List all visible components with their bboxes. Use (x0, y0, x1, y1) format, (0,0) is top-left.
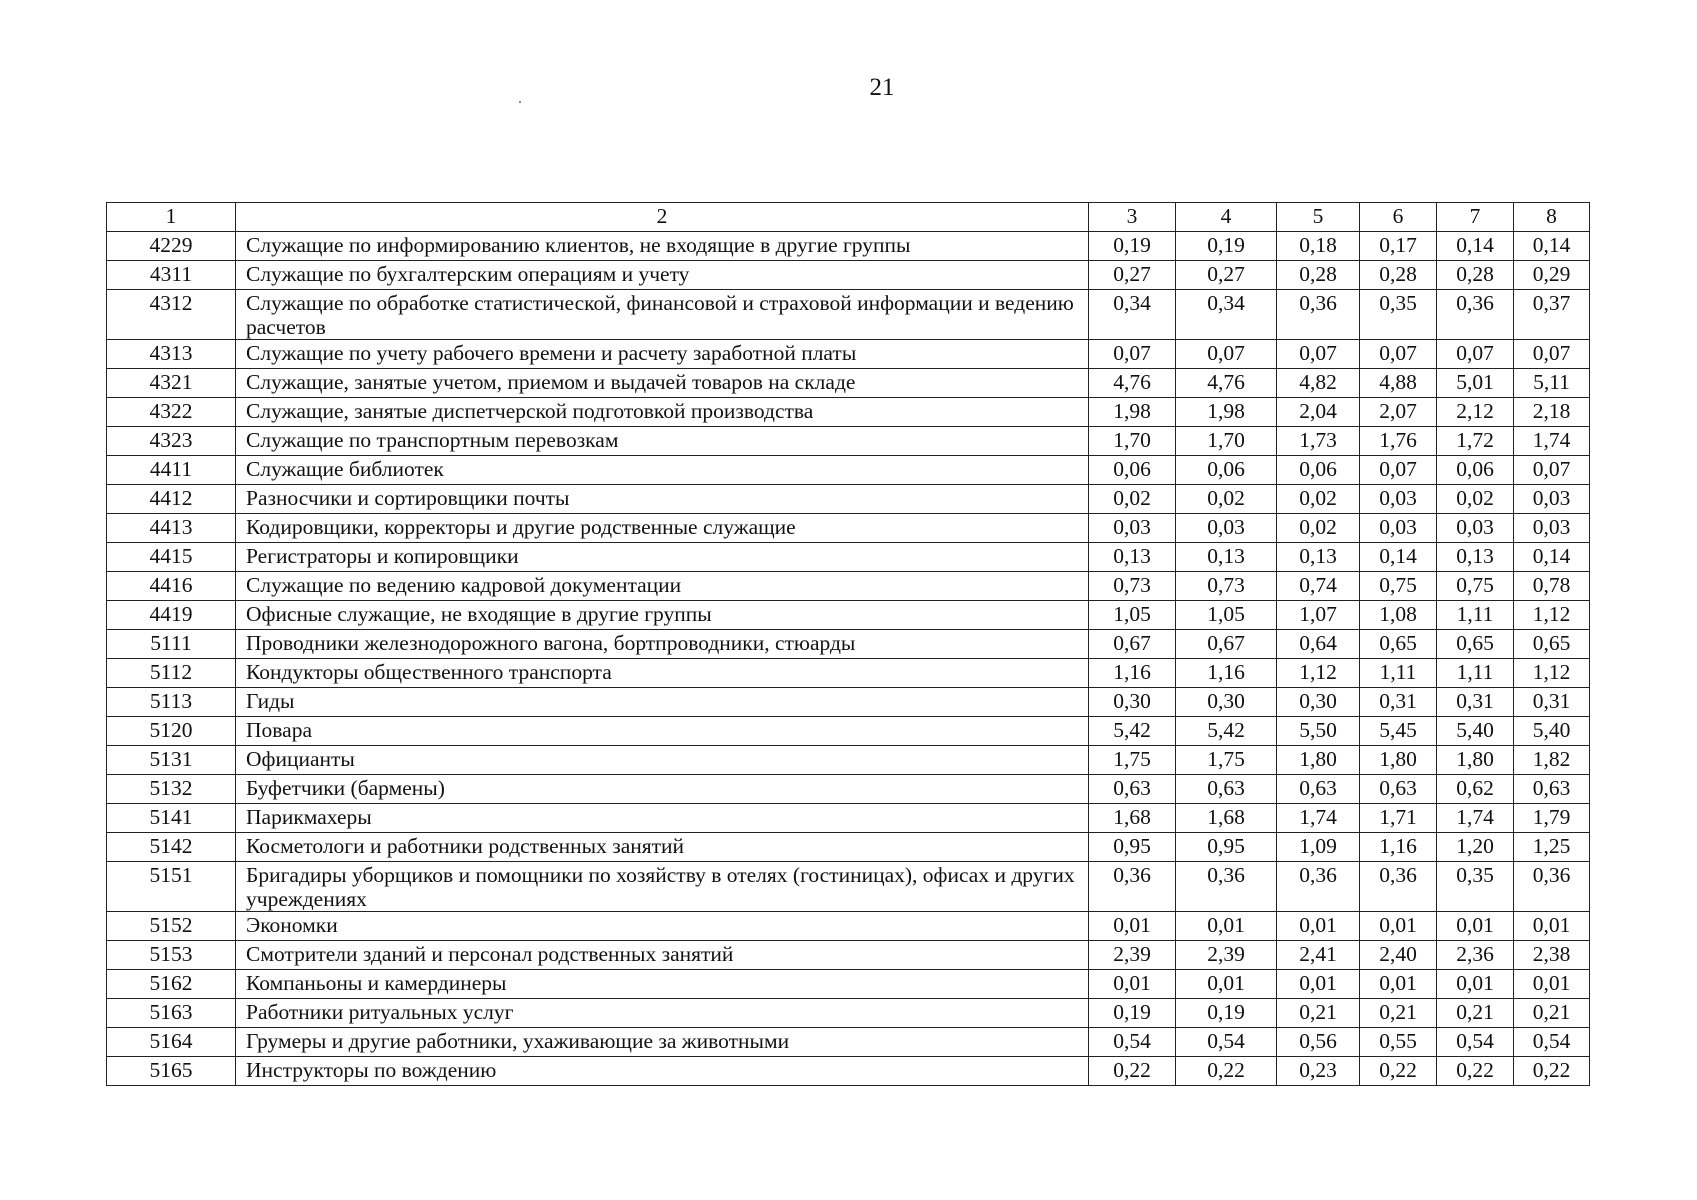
value-cell: 0,54 (1437, 1028, 1514, 1057)
occupation-name-cell: Проводники железнодорожного вагона, бортпроводники, стюарды (236, 630, 1089, 659)
value-cell: 1,76 (1360, 427, 1437, 456)
value-cell: 0,36 (1089, 862, 1176, 912)
value-cell: 1,68 (1176, 804, 1277, 833)
value-cell: 0,01 (1089, 912, 1176, 941)
value-cell: 0,02 (1277, 485, 1360, 514)
occupation-code-cell: 5113 (107, 688, 236, 717)
value-cell: 0,31 (1514, 688, 1590, 717)
value-cell: 0,06 (1089, 456, 1176, 485)
table-row (107, 833, 1590, 862)
value-cell: 5,11 (1514, 369, 1590, 398)
table-row (107, 369, 1590, 398)
value-cell: 0,07 (1514, 340, 1590, 369)
occupation-code-cell: 5163 (107, 999, 236, 1028)
value-cell: 0,02 (1089, 485, 1176, 514)
occupation-code-cell: 4419 (107, 601, 236, 630)
value-cell: 0,23 (1277, 1057, 1360, 1086)
occupation-name-cell: Служащие по учету рабочего времени и расчету заработной платы (236, 340, 1089, 369)
occupation-code-cell: 4311 (107, 261, 236, 290)
value-cell: 0,78 (1514, 572, 1590, 601)
value-cell: 1,98 (1176, 398, 1277, 427)
value-cell: 0,55 (1360, 1028, 1437, 1057)
value-cell: 1,75 (1176, 746, 1277, 775)
occupation-name-cell: Бригадиры уборщиков и помощники по хозяйству в отелях (гостиницах), офисах и других учреждениях (236, 862, 1089, 912)
value-cell: 0,36 (1176, 862, 1277, 912)
occupation-name-cell: Парикмахеры (236, 804, 1089, 833)
occupation-code-cell: 5131 (107, 746, 236, 775)
value-cell: 0,19 (1089, 999, 1176, 1028)
value-cell: 0,28 (1437, 261, 1514, 290)
value-cell: 0,13 (1277, 543, 1360, 572)
table-row (107, 543, 1590, 572)
value-cell: 4,88 (1360, 369, 1437, 398)
value-cell: 0,30 (1089, 688, 1176, 717)
occupation-code-cell: 5164 (107, 1028, 236, 1057)
table-row (107, 912, 1590, 941)
value-cell: 0,03 (1514, 485, 1590, 514)
value-cell: 1,75 (1089, 746, 1176, 775)
value-cell: 2,36 (1437, 941, 1514, 970)
value-cell: 1,12 (1277, 659, 1360, 688)
value-cell: 0,22 (1360, 1057, 1437, 1086)
value-cell: 0,22 (1089, 1057, 1176, 1086)
value-cell: 0,30 (1176, 688, 1277, 717)
value-cell: 2,04 (1277, 398, 1360, 427)
value-cell: 1,71 (1360, 804, 1437, 833)
table-row (107, 804, 1590, 833)
value-cell: 1,05 (1176, 601, 1277, 630)
column-header: 1 (107, 203, 236, 232)
value-cell: 0,95 (1089, 833, 1176, 862)
table-row (107, 862, 1590, 912)
occupation-code-cell: 5120 (107, 717, 236, 746)
table-row (107, 970, 1590, 999)
column-header: 6 (1360, 203, 1437, 232)
occupation-code-cell: 5165 (107, 1057, 236, 1086)
value-cell: 0,63 (1360, 775, 1437, 804)
value-cell: 1,11 (1437, 659, 1514, 688)
value-cell: 1,09 (1277, 833, 1360, 862)
value-cell: 0,36 (1514, 862, 1590, 912)
value-cell: 0,30 (1277, 688, 1360, 717)
table-row (107, 775, 1590, 804)
value-cell: 0,65 (1360, 630, 1437, 659)
table-row (107, 717, 1590, 746)
value-cell: 0,03 (1437, 514, 1514, 543)
value-cell: 0,75 (1360, 572, 1437, 601)
value-cell: 0,21 (1514, 999, 1590, 1028)
occupation-code-cell: 4321 (107, 369, 236, 398)
value-cell: 0,19 (1176, 232, 1277, 261)
value-cell: 0,07 (1277, 340, 1360, 369)
occupation-code-cell: 4313 (107, 340, 236, 369)
occupation-code-cell: 5112 (107, 659, 236, 688)
value-cell: 0,73 (1089, 572, 1176, 601)
occupation-name-cell: Компаньоны и камердинеры (236, 970, 1089, 999)
value-cell: 0,54 (1514, 1028, 1590, 1057)
table-body (107, 232, 1590, 1086)
occupation-name-cell: Служащие по ведению кадровой документации (236, 572, 1089, 601)
value-cell: 0,13 (1089, 543, 1176, 572)
table-row (107, 941, 1590, 970)
value-cell: 0,22 (1514, 1057, 1590, 1086)
occupation-code-cell: 5151 (107, 862, 236, 912)
value-cell: 1,25 (1514, 833, 1590, 862)
occupation-name-cell: Служащие по обработке статистической, финансовой и страховой информации и ведению расчетов (236, 290, 1089, 340)
table-row (107, 290, 1590, 340)
occupation-name-cell: Служащие, занятые учетом, приемом и выдачей товаров на складе (236, 369, 1089, 398)
value-cell: 0,95 (1176, 833, 1277, 862)
column-header: 3 (1089, 203, 1176, 232)
value-cell: 1,11 (1437, 601, 1514, 630)
occupation-code-cell: 4412 (107, 485, 236, 514)
value-cell: 0,01 (1360, 912, 1437, 941)
value-cell: 0,34 (1089, 290, 1176, 340)
value-cell: 0,34 (1176, 290, 1277, 340)
value-cell: 0,01 (1277, 970, 1360, 999)
value-cell: 0,36 (1437, 290, 1514, 340)
occupation-name-cell: Буфетчики (бармены) (236, 775, 1089, 804)
table-row (107, 514, 1590, 543)
value-cell: 4,76 (1089, 369, 1176, 398)
value-cell: 1,72 (1437, 427, 1514, 456)
value-cell: 0,63 (1089, 775, 1176, 804)
value-cell: 0,07 (1437, 340, 1514, 369)
value-cell: 0,07 (1089, 340, 1176, 369)
value-cell: 1,16 (1089, 659, 1176, 688)
value-cell: 2,12 (1437, 398, 1514, 427)
value-cell: 0,01 (1176, 912, 1277, 941)
occupation-code-cell: 5152 (107, 912, 236, 941)
occupation-name-cell: Служащие по бухгалтерским операциям и учету (236, 261, 1089, 290)
value-cell: 0,01 (1514, 970, 1590, 999)
value-cell: 0,19 (1176, 999, 1277, 1028)
table-row (107, 688, 1590, 717)
table-row (107, 630, 1590, 659)
occupation-name-cell: Служащие по транспортным перевозкам (236, 427, 1089, 456)
value-cell: 1,74 (1514, 427, 1590, 456)
value-cell: 0,63 (1277, 775, 1360, 804)
value-cell: 2,41 (1277, 941, 1360, 970)
value-cell: 0,17 (1360, 232, 1437, 261)
occupation-code-cell: 4411 (107, 456, 236, 485)
table-row (107, 746, 1590, 775)
value-cell: 0,14 (1514, 543, 1590, 572)
value-cell: 5,42 (1176, 717, 1277, 746)
value-cell: 0,21 (1277, 999, 1360, 1028)
value-cell: 0,07 (1514, 456, 1590, 485)
occupation-name-cell: Служащие, занятые диспетчерской подготовкой производства (236, 398, 1089, 427)
value-cell: 1,82 (1514, 746, 1590, 775)
occupation-name-cell: Кодировщики, корректоры и другие родственные служащие (236, 514, 1089, 543)
value-cell: 1,16 (1176, 659, 1277, 688)
table-row (107, 659, 1590, 688)
value-cell: 2,18 (1514, 398, 1590, 427)
value-cell: 0,18 (1277, 232, 1360, 261)
value-cell: 0,22 (1176, 1057, 1277, 1086)
value-cell: 5,50 (1277, 717, 1360, 746)
value-cell: 1,79 (1514, 804, 1590, 833)
occupation-name-cell: Регистраторы и копировщики (236, 543, 1089, 572)
value-cell: 2,39 (1176, 941, 1277, 970)
value-cell: 1,80 (1437, 746, 1514, 775)
value-cell: 0,63 (1176, 775, 1277, 804)
occupation-code-cell: 5142 (107, 833, 236, 862)
value-cell: 0,03 (1360, 485, 1437, 514)
value-cell: 1,16 (1360, 833, 1437, 862)
table-row (107, 456, 1590, 485)
occupation-code-cell: 4413 (107, 514, 236, 543)
value-cell: 5,01 (1437, 369, 1514, 398)
value-cell: 0,64 (1277, 630, 1360, 659)
table-row (107, 1057, 1590, 1086)
occupation-name-cell: Кондукторы общественного транспорта (236, 659, 1089, 688)
occupation-code-cell: 4416 (107, 572, 236, 601)
value-cell: 0,06 (1437, 456, 1514, 485)
occupation-code-cell: 4323 (107, 427, 236, 456)
value-cell: 0,74 (1277, 572, 1360, 601)
occupation-name-cell: Работники ритуальных услуг (236, 999, 1089, 1028)
value-cell: 0,28 (1277, 261, 1360, 290)
value-cell: 1,68 (1089, 804, 1176, 833)
value-cell: 2,39 (1089, 941, 1176, 970)
value-cell: 0,28 (1360, 261, 1437, 290)
value-cell: 0,01 (1360, 970, 1437, 999)
value-cell: 0,03 (1089, 514, 1176, 543)
column-header: 4 (1176, 203, 1277, 232)
table-row (107, 340, 1590, 369)
value-cell: 5,42 (1089, 717, 1176, 746)
table-header-row (107, 203, 1590, 232)
table-row (107, 398, 1590, 427)
value-cell: 0,22 (1437, 1057, 1514, 1086)
value-cell: 0,65 (1437, 630, 1514, 659)
value-cell: 1,05 (1089, 601, 1176, 630)
value-cell: 1,74 (1277, 804, 1360, 833)
value-cell: 0,54 (1176, 1028, 1277, 1057)
occupation-name-cell: Разносчики и сортировщики почты (236, 485, 1089, 514)
value-cell: 0,07 (1360, 456, 1437, 485)
occupation-code-cell: 5162 (107, 970, 236, 999)
occupation-code-cell: 5132 (107, 775, 236, 804)
value-cell: 0,01 (1277, 912, 1360, 941)
column-header: 7 (1437, 203, 1514, 232)
value-cell: 0,07 (1360, 340, 1437, 369)
table-row (107, 427, 1590, 456)
page-number: 21 (869, 74, 895, 101)
value-cell: 5,40 (1514, 717, 1590, 746)
value-cell: 1,70 (1176, 427, 1277, 456)
value-cell: 5,45 (1360, 717, 1437, 746)
value-cell: 0,37 (1514, 290, 1590, 340)
occupation-code-cell: 5111 (107, 630, 236, 659)
value-cell: 0,27 (1176, 261, 1277, 290)
value-cell: 0,06 (1277, 456, 1360, 485)
value-cell: 0,29 (1514, 261, 1590, 290)
occupation-table (106, 202, 1590, 1086)
value-cell: 0,01 (1514, 912, 1590, 941)
occupation-name-cell: Инструкторы по вождению (236, 1057, 1089, 1086)
value-cell: 5,40 (1437, 717, 1514, 746)
value-cell: 0,21 (1437, 999, 1514, 1028)
table-row (107, 999, 1590, 1028)
value-cell: 0,14 (1360, 543, 1437, 572)
occupation-name-cell: Служащие по информированию клиентов, не входящие в другие группы (236, 232, 1089, 261)
value-cell: 0,31 (1437, 688, 1514, 717)
scan-speck (519, 101, 521, 103)
value-cell: 0,03 (1514, 514, 1590, 543)
value-cell: 0,35 (1360, 290, 1437, 340)
occupation-code-cell: 5141 (107, 804, 236, 833)
value-cell: 0,14 (1514, 232, 1590, 261)
value-cell: 0,03 (1176, 514, 1277, 543)
occupation-code-cell: 4229 (107, 232, 236, 261)
column-header: 5 (1277, 203, 1360, 232)
value-cell: 1,11 (1360, 659, 1437, 688)
value-cell: 1,80 (1360, 746, 1437, 775)
value-cell: 0,73 (1176, 572, 1277, 601)
value-cell: 0,62 (1437, 775, 1514, 804)
value-cell: 0,75 (1437, 572, 1514, 601)
occupation-name-cell: Служащие библиотек (236, 456, 1089, 485)
value-cell: 1,07 (1277, 601, 1360, 630)
value-cell: 0,54 (1089, 1028, 1176, 1057)
value-cell: 0,01 (1089, 970, 1176, 999)
value-cell: 0,13 (1176, 543, 1277, 572)
table-row (107, 232, 1590, 261)
value-cell: 0,36 (1277, 290, 1360, 340)
value-cell: 4,82 (1277, 369, 1360, 398)
value-cell: 0,36 (1360, 862, 1437, 912)
value-cell: 0,67 (1176, 630, 1277, 659)
value-cell: 0,01 (1437, 912, 1514, 941)
value-cell: 0,02 (1277, 514, 1360, 543)
occupation-name-cell: Повара (236, 717, 1089, 746)
table-row (107, 1028, 1590, 1057)
occupation-name-cell: Гиды (236, 688, 1089, 717)
value-cell: 0,03 (1360, 514, 1437, 543)
occupation-name-cell: Официанты (236, 746, 1089, 775)
value-cell: 1,20 (1437, 833, 1514, 862)
value-cell: 0,02 (1437, 485, 1514, 514)
value-cell: 0,27 (1089, 261, 1176, 290)
value-cell: 0,35 (1437, 862, 1514, 912)
value-cell: 1,70 (1089, 427, 1176, 456)
value-cell: 0,02 (1176, 485, 1277, 514)
occupation-code-cell: 4312 (107, 290, 236, 340)
value-cell: 0,14 (1437, 232, 1514, 261)
column-header: 2 (236, 203, 1089, 232)
table-row (107, 485, 1590, 514)
value-cell: 1,74 (1437, 804, 1514, 833)
value-cell: 0,01 (1176, 970, 1277, 999)
value-cell: 0,63 (1514, 775, 1590, 804)
occupation-code-cell: 4415 (107, 543, 236, 572)
value-cell: 0,06 (1176, 456, 1277, 485)
value-cell: 2,40 (1360, 941, 1437, 970)
occupation-code-cell: 5153 (107, 941, 236, 970)
value-cell: 0,56 (1277, 1028, 1360, 1057)
value-cell: 0,21 (1360, 999, 1437, 1028)
table-row (107, 261, 1590, 290)
occupation-name-cell: Грумеры и другие работники, ухаживающие за животными (236, 1028, 1089, 1057)
value-cell: 1,80 (1277, 746, 1360, 775)
value-cell: 0,36 (1277, 862, 1360, 912)
occupation-name-cell: Экономки (236, 912, 1089, 941)
value-cell: 0,19 (1089, 232, 1176, 261)
value-cell: 2,07 (1360, 398, 1437, 427)
value-cell: 1,12 (1514, 601, 1590, 630)
value-cell: 2,38 (1514, 941, 1590, 970)
value-cell: 0,07 (1176, 340, 1277, 369)
occupation-name-cell: Офисные служащие, не входящие в другие группы (236, 601, 1089, 630)
value-cell: 1,73 (1277, 427, 1360, 456)
table-row (107, 601, 1590, 630)
occupation-code-cell: 4322 (107, 398, 236, 427)
value-cell: 0,13 (1437, 543, 1514, 572)
occupation-name-cell: Смотрители зданий и персонал родственных занятий (236, 941, 1089, 970)
value-cell: 0,31 (1360, 688, 1437, 717)
value-cell: 1,98 (1089, 398, 1176, 427)
column-header: 8 (1514, 203, 1590, 232)
value-cell: 0,67 (1089, 630, 1176, 659)
value-cell: 1,12 (1514, 659, 1590, 688)
occupation-name-cell: Косметологи и работники родственных занятий (236, 833, 1089, 862)
value-cell: 4,76 (1176, 369, 1277, 398)
value-cell: 1,08 (1360, 601, 1437, 630)
table-row (107, 572, 1590, 601)
value-cell: 0,65 (1514, 630, 1590, 659)
value-cell: 0,01 (1437, 970, 1514, 999)
